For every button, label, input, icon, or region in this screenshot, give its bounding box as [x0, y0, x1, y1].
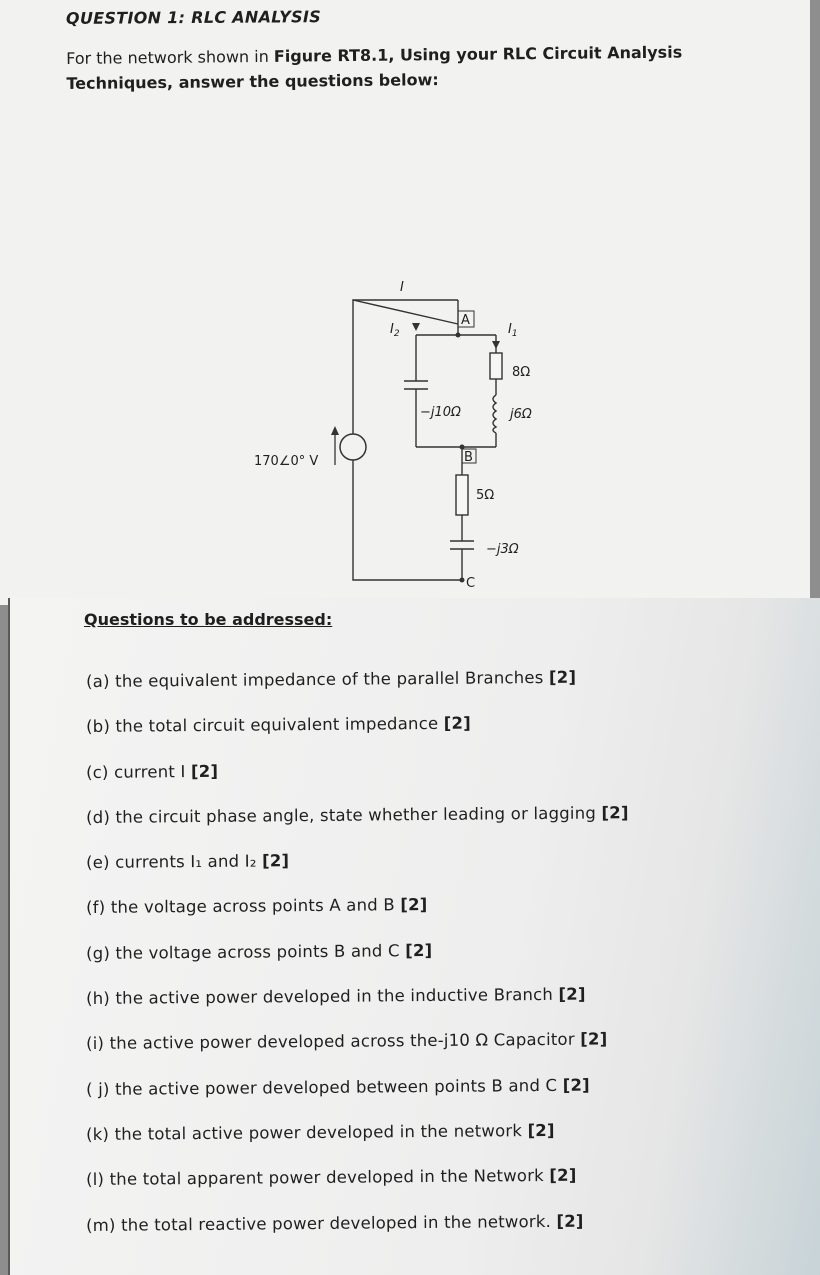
figure-reference: Figure RT8.1 [273, 45, 389, 66]
question-text: (e) currents I₁ and I₂ [86, 851, 257, 873]
question-item-f [86, 892, 786, 943]
question-marks: [2] [556, 1211, 584, 1231]
question-item-g [86, 938, 786, 989]
question-item-a [86, 666, 786, 717]
current-i1-main: I [508, 322, 512, 337]
question-text: (l) the total apparent power developed in the Network [86, 1166, 544, 1190]
node-c-label: C [466, 576, 476, 591]
node-c-dot [460, 578, 465, 583]
question-text: (m) the total reactive power developed in the network. [86, 1211, 552, 1235]
question-item-l [86, 1164, 786, 1215]
intro-part1: For the network shown in [66, 46, 269, 68]
resistor-8-label: 8Ω [512, 365, 531, 380]
current-i2-sub: 2 [393, 329, 400, 339]
resistor-5-label: 5Ω [476, 488, 495, 503]
question-text: (a) the equivalent impedance of the parallel Branches [86, 668, 544, 691]
question-marks: [2] [443, 713, 471, 734]
source-arrow-head [331, 426, 339, 435]
question-marks: [2] [601, 803, 629, 823]
question-marks: [2] [405, 940, 433, 960]
question-text: (i) the active power developed across the-j10 Ω Capacitor [86, 1030, 575, 1054]
question-marks: [2] [190, 761, 219, 781]
question-item-e [86, 847, 786, 898]
wire-outer-top [353, 300, 462, 580]
resistor-8-symbol [490, 353, 502, 379]
question-item-c [86, 756, 786, 807]
question-text: (d) the circuit phase angle, state whether leading or lagging [86, 803, 597, 827]
capacitor-j10-label: −j10Ω [420, 405, 461, 420]
current-i2-main: I [390, 322, 394, 337]
capacitor-j3-label: −j3Ω [486, 542, 519, 557]
current-i2-label [390, 322, 400, 339]
intro-part2: , Using your RLC Circuit Analysis Techniques, answer the questions below: [66, 42, 683, 93]
inductor-j6-symbol [493, 395, 496, 433]
source-label: 170∠0° V [254, 454, 319, 469]
question-marks: [2] [562, 1075, 590, 1095]
question-text: (b) the total circuit equivalent impedance [86, 714, 439, 737]
resistor-5-symbol [456, 475, 468, 515]
inductor-j6-label: j6Ω [510, 407, 532, 422]
question-item-b [86, 711, 786, 762]
current-i1-label [508, 322, 518, 339]
node-a-label: A [461, 313, 470, 328]
current-i-label: I [400, 280, 404, 295]
capacitor-j3-symbol [450, 541, 474, 549]
question-marks: [2] [580, 1029, 608, 1050]
questions-list [86, 667, 786, 1261]
question-marks: [2] [527, 1120, 555, 1141]
question-item-h [86, 983, 786, 1034]
question-text: (c) current I [86, 761, 186, 782]
question-title: QUESTION 1: RLC ANALYSIS [65, 7, 322, 28]
question-item-k [86, 1119, 786, 1170]
question-item-d [86, 802, 786, 853]
capacitor-j10-symbol [404, 381, 428, 389]
questions-heading: Questions to be addressed: [84, 610, 333, 629]
question-item-i [86, 1028, 786, 1079]
question-marks: [2] [261, 851, 290, 871]
question-marks: [2] [400, 895, 428, 915]
question-marks: [2] [548, 667, 577, 687]
question-marks: [2] [558, 984, 586, 1004]
node-a-dot [456, 333, 461, 338]
current-i1-sub: 1 [511, 329, 518, 339]
question-text: (k) the total active power developed in the network [86, 1121, 523, 1144]
question-text: ( j) the active power developed between points B and C [86, 1075, 558, 1099]
question-marks: [2] [549, 1165, 577, 1186]
question-text: (g) the voltage across points B and C [86, 941, 400, 963]
i2-arrow-head [412, 323, 420, 331]
i1-arrow-head [492, 341, 500, 349]
question-text: (f) the voltage across points A and B [86, 895, 395, 918]
voltage-source-symbol [340, 434, 366, 460]
circuit-diagram [240, 275, 570, 595]
question-item-m [86, 1209, 786, 1260]
node-b-label: B [464, 450, 473, 465]
question-text: (h) the active power developed in the inductive Branch [86, 985, 554, 1009]
question-item-j [86, 1074, 786, 1125]
intro-text [66, 39, 756, 96]
